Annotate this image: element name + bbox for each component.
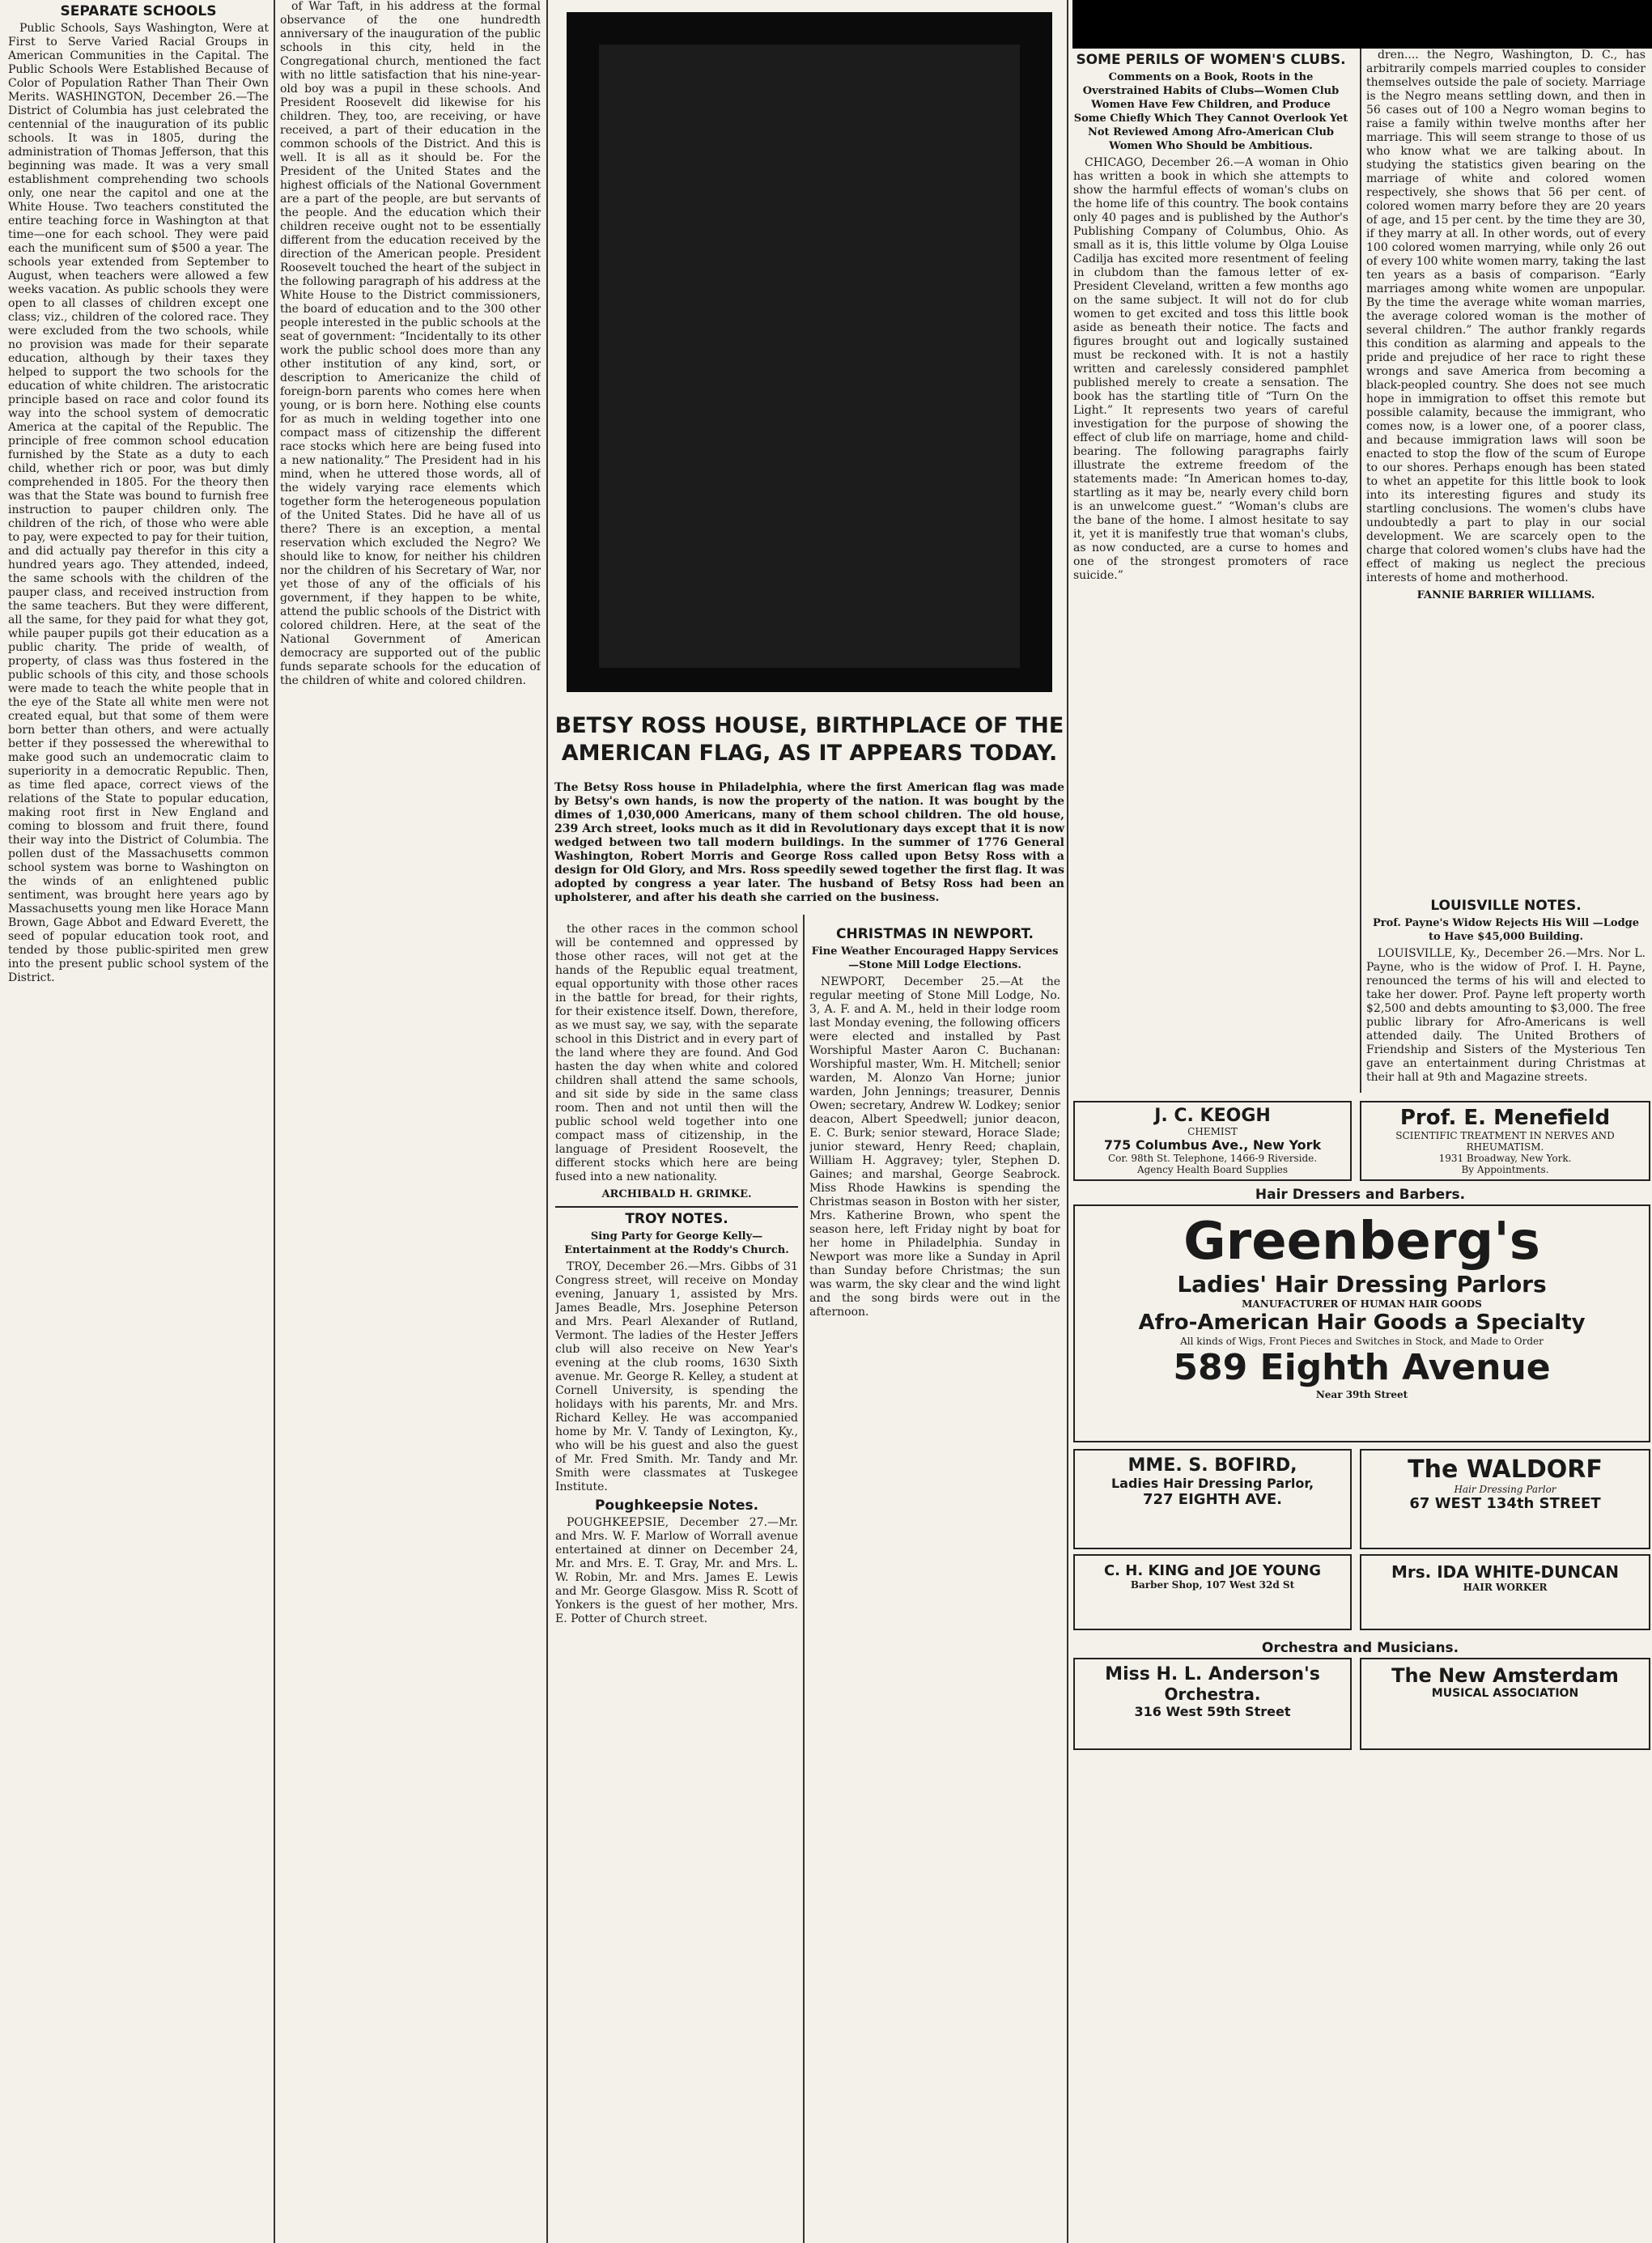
section-label: Hair Dressers and Barbers. (1255, 1187, 1466, 1203)
top-black-bar (1072, 0, 1652, 49)
ad-subtitle: MUSICAL ASSOCIATION (1431, 1687, 1579, 1700)
article-heading: SOME PERILS OF WOMEN'S CLUBS. (1076, 52, 1346, 68)
ad-subtitle: Orchestra. (1164, 1684, 1261, 1704)
ad-specialty: Afro-American Hair Goods a Specialty (1138, 1311, 1586, 1335)
ad-address: 67 WEST 134th STREET (1409, 1495, 1601, 1512)
ad-address: 1931 Broadway, New York. (1438, 1153, 1572, 1164)
ad-name: MME. S. BOFIRD, (1128, 1455, 1297, 1476)
ad-address: 316 West 59th Street (1134, 1704, 1291, 1719)
column-divider (1067, 0, 1068, 2243)
section-label: Orchestra and Musicians. (1261, 1640, 1459, 1656)
ad-name: The WALDORF (1408, 1455, 1603, 1484)
article-body: Public Schools, Says Washington, Were at First to Serve Varied Racial Groups in American Communities in the Capital. The Public Schools Were Established Because of Color of Population Rather Than Their Own Merits. WASHINGTON, December 26.—The District of Columbia has just celebrated the centennial of the inauguration of its public schools. It was in 1805, during the administration of Thomas Jefferson, that this beginning was made. It was a very small establishment comprehending two schools only, one near the capitol and one at the White House. Two teachers constituted the entire teaching force in Washington at that time—one for each school. They were paid each the munificent sum of $500 a year. The schools year extended from September to August, when teachers were allowed a few weeks vacation. As public schools they were open to all classes of children except one class; viz., children of the colored race. They were excluded from the two schools, while no provision was made for their separate education, although by their taxes they helped to support the two schools for the education of white children. The aristocratic principle based on race and color found its way into the school system of democratic America at the capital of the Republic. The principle of free common school education furnished by the State as a duty to each child, whether rich or poor, was but dimly comprehended in 1805. For the theory then was that the State was bound to furnish free instruction to pauper children only. The children of the rich, of those who were able to pay, were expected to pay for their tuition, and did actually pay therefor in this city a hundred years ago. They attended, indeed, the same schools with the children of the pauper class, and received instruction from the same teachers. But they were different, all the same, for they paid for what they got, while pauper pupils got their education as a public charity. The pride of wealth, of property, of class was thus fostered in the public schools of this city, and those schools were made to teach the white people that in the eye of the State all white men were not created equal, but that some of them were born better than others, and were actually better if they possessed the wherewithal to make good such an undemocratic claim to superiority in a democratic Republic. Then, as time fled apace, correct views of the relations of the State to popular education, making root first in New England and coming to blossom and fruit there, found their way into the District of Columbia. The pollen dust of the Massachusetts common school system was borne to Washington on the winds of an enlightened public sentiment, was brought here years ago by Massachusetts young men like Horace Mann Brown, Gage Abbot and Edward Everett, the seed of popular education took root, and tended by those public-spirited men grew into the present public school system of the District. (8, 22, 269, 984)
article-heading: CHRISTMAS IN NEWPORT. (836, 926, 1034, 942)
ad-name: Prof. E. Menefield (1399, 1106, 1611, 1130)
anderson-ad (1073, 1658, 1352, 1750)
waldorf-ad (1360, 1449, 1650, 1549)
byline: FANNIE BARRIER WILLIAMS. (1416, 589, 1595, 601)
ad-address: 727 EIGHTH AVE. (1142, 1491, 1283, 1508)
column-divider (546, 0, 548, 2243)
ad-name: Mrs. IDA WHITE-DUNCAN (1391, 1562, 1620, 1582)
duncan-ad (1360, 1554, 1650, 1630)
ad-name: Miss H. L. Anderson's (1105, 1664, 1320, 1684)
menefield-ad (1360, 1101, 1650, 1181)
article-body: LOUISVILLE, Ky., December 26.—Mrs. Nor L. Payne, who is the widow of Prof. I. H. Payne, renounced the terms of his will and elected to take her dower. Prof. Payne left property worth $2,500 and debts amounting to $3,000. The free public library for Afro-Americans is well attended daily. The United Brothers of Friendship and Sisters of the Mysterious Ten gave an entertainment during Christmas at their hall at 9th and Magazine streets. (1366, 947, 1646, 1084)
column-2 (280, 0, 541, 2234)
column-divider (803, 915, 805, 2243)
ad-stock: All kinds of Wigs, Front Pieces and Switches in Stock, and Made to Order (1180, 1336, 1544, 1347)
ad-title: CHEMIST (1187, 1126, 1238, 1137)
article-heading: SEPARATE SCHOOLS (60, 3, 217, 19)
article-body: the other races in the common school will be contemned and oppressed by those other races, will not get at the hands of the Republic equal treatment, equal opportunity with those other races in the battle for bread, for their rights, for their existence itself. Down, therefore, as we must say, we say, with the separate school in this District and in every part of the land where they are found. And God hasten the day when white and colored children shall attend the same schools, and sit side by side in the same class room. Then and not until then will the public school weld together into one compact mass of citizenship, in the language of President Roosevelt, the different stocks which here are being fused into a new nationality. (555, 923, 798, 1183)
article-subheading: Prof. Payne's Widow Rejects His Will —Lodge to Have $45,000 Building. (1372, 917, 1640, 943)
article-heading: LOUISVILLE NOTES. (1430, 898, 1582, 914)
ad-subtitle: SCIENTIFIC TREATMENT IN NERVES AND RHEUMATISM. (1395, 1130, 1615, 1153)
ad-near: Near 39th Street (1315, 1389, 1408, 1400)
photo-caption: BETSY ROSS HOUSE, BIRTHPLACE OF THE AMERICAN FLAG, AS IT APPEARS TODAY. (554, 713, 1064, 766)
ad-agency: Agency Health Board Supplies (1136, 1164, 1289, 1175)
king-ad (1073, 1554, 1352, 1630)
column-divider (274, 0, 275, 2243)
ad-name: C. H. KING and JOE YOUNG (1103, 1562, 1322, 1579)
column-4 (809, 923, 1060, 2234)
article-body: dren.... the Negro, Washington, D. C., has arbitrarily compels married couples to consider themselves outside the pale of society. Marriage is the Negro means settling down, and then in 56 cases out of 100 a Negro woman begins to raise a family within twelve months after her marriage. This will seem strange to those of us who know what we are talking about. In studying the statistics given bearing on the marriage of white and colored women respectively, she shows that 56 per cent. of colored women marry before they are 20 years of age, and 15 per cent. by the time they are 30, if they marry at all. In other words, out of every 100 colored women marrying, while only 26 out of every 100 white women marry, taking the last ten years as a basis of comparison. “Early marriages among white women are unpopular. By the time the average white woman marries, the average colored woman is the mother of several children.” The author frankly regards this condition as alarming and appeals to the pride and prejudice of her race to right these wrongs and save America from becoming a black-peopled country. She does not see much hope in immigration to offset this remote but possible calamity, because the immigrant, who comes now, is a lower one, of a poorer class, and because immigration laws will soon be enacted to stop the flow of the scum of Europe to our shores. Perhaps enough has been stated to whet an appetite for this little book to look into its interesting figures and study its startling conclusions. The women's clubs have undoubtedly a part to play in our social development. We are scarcely open to the charge that colored women's clubs have had the effect of making us neglect the precious interests of home and motherhood. (1366, 49, 1646, 584)
column-5 (1073, 49, 1348, 1093)
ad-subtitle: HAIR WORKER (1463, 1582, 1548, 1593)
article-body: NEWPORT, December 25.—At the regular meeting of Stone Mill Lodge, No. 3, A. F. and A. M., held in their lodge room last Monday evening, the following officers were elected and installed by Past Worshipful Master Aaron C. Buchanan: Worshipful master, Wm. H. Mitchell; senior warden, M. Alonzo Van Horne; junior warden, John Jennings; treasurer, Dennis Owen; secretary, Andrew W. Lodkey; senior deacon, Albert Speedwell; junior deacon, E. C. Burk; senior steward, Horace Slade; junior steward, Henry Reed; chaplain, William H. Aggravey; tyler, Stephen D. Gaines; and marshal, George Seabrock. Miss Rhode Hawkins is spending the Christmas season in Boston with her sister, Mrs. Katherine Brown, who spent the season here, left Friday night by boat for her home in Philadelphia. Sunday in Newport was more like a Sunday in April than Sunday before Christmas; the sun was warm, the sky clear and the wind light and the song birds were out in the afternoon. (809, 975, 1060, 1319)
article-subheading: Sing Party for George Kelly—Entertainment at the Roddy's Church. (564, 1230, 789, 1256)
greenberg-ad (1073, 1204, 1650, 1442)
bofird-ad (1073, 1449, 1352, 1549)
article-body: of War Taft, in his address at the formal observance of the one hundredth anniversary of the inauguration of the public schools in this city, held in the Congregational church, mentioned the fact with no little satisfaction that his nine-year-old boy was a pupil in these schools. And President Roosevelt did likewise for his children. They, too, are receiving, or have received, a part of their education in the common schools of the District. And this is well. It is all as it should be. For the President of the United States and the highest officials of the National Government are a part of the people, are but servants of the people. And the education which their children receive ought not to be essentially different from the education received by the direction of the American people. President Roosevelt touched the heart of the subject in the following paragraph of his address at the White House to the District commissioners, the board of education and to the 300 other people interested in the public schools at the seat of government: “Incidentally to its other work the public school does more than any other institution of any kind, sort, or description to Americanize the child of foreign-born parents who comes here when young, or is born here. Nothing else counts for as much in welding together into one compact mass of citizenship the different race stocks which here are being fused into a new nationality.” The President had in his mind, when he uttered those words, all of the widely varying race elements which together form the heterogeneous population of the United States. Did he have all of us there? There is an exception, a mental reservation which excluded the Negro? We should like to know, for neither his children nor the children of his Secretary of War, nor yet those of any of the officials of his government, if they happen to be white, attend the public schools of the District with colored children. Here, at the seat of the National Government of American democracy are supported out of the public funds separate schools for the education of the children of white and colored children. (280, 0, 541, 687)
ad-mfg: MANUFACTURER OF HUMAN HAIR GOODS (1242, 1298, 1482, 1310)
ad-subtitle: Ladies Hair Dressing Parlor, (1111, 1476, 1314, 1491)
divider (555, 1206, 798, 1208)
ad-name: J. C. KEOGH (1154, 1106, 1271, 1126)
ad-appointments: By Appointments. (1461, 1164, 1549, 1175)
betsy-ross-photo (567, 12, 1052, 692)
column-3 (555, 923, 798, 2234)
article-body: TROY, December 26.—Mrs. Gibbs of 31 Congress street, will receive on Monday evening, January 1, assisted by Mrs. James Beadle, Mrs. Josephine Peterson and Mrs. Pearl Alexander of Rutland, Vermont. The ladies of the Hester Jeffers club will also receive on New Year's evening at the club rooms, 1630 Sixth avenue. Mr. George R. Kelley, a student at Cornell University, is spending the holidays with his parents, Mr. and Mrs. Richard Kelley. He was accompanied home by Mr. V. Tandy of Lexington, Ky., who will be his guest and also the guest of Mr. Fred Smith. Mr. Tandy and Mr. Smith were classmates at Tuskegee Institute. (555, 1260, 798, 1493)
ad-line: Cor. 98th St. Telephone, 1466-9 Riverside. (1107, 1153, 1318, 1164)
photo-image (599, 45, 1020, 668)
column-1 (8, 0, 269, 2234)
ad-subtitle: Hair Dressing Parlor (1454, 1484, 1556, 1495)
article-heading: TROY NOTES. (625, 1211, 728, 1227)
article-body: POUGHKEEPSIE, December 27.—Mr. and Mrs. W. F. Marlow of Worrall avenue entertained at dinner on December 24, Mr. and Mrs. E. T. Gray, Mr. and Mrs. L. W. Robin, Mr. and Mrs. James E. Lewis and Mr. George Glasgow. Miss R. Scott of Yonkers is the guest of her mother, Mrs. E. Potter of Church street. (555, 1516, 798, 1625)
louisville-notes (1366, 894, 1646, 1093)
column-divider (1360, 49, 1361, 1093)
ad-address: 589 Eighth Avenue (1173, 1347, 1551, 1388)
article-subheading: Comments on a Book, Roots in the Overstrained Habits of Clubs—Women Club Women Have Few Children, and Produce Some Chiefly Which They Cannot Overlook Yet Not Reviewed Among Afro-American Club Women Who Should be Ambitious. (1073, 71, 1348, 152)
ad-name: The New Amsterdam (1391, 1664, 1619, 1687)
ad-address: 775 Columbus Ave., New York (1103, 1137, 1322, 1153)
photo-description: The Betsy Ross house in Philadelphia, where the first American flag was made by Betsy's own hands, is now the property of the nation. It was bought by the dimes of 1,030,000 Americans, many of them school children. The old house, 239 Arch street, looks much as it did in Revolutionary days except that it is now wedged between two tall modern buildings. In the summer of 1776 General Washington, Robert Morris and George Ross called upon Betsy Ross with a design for Old Glory, and Mrs. Ross speedily sewed together the first flag. It was adopted by congress a year later. The husband of Betsy Ross had been an upholsterer, and after his death she carried on the business. (554, 781, 1064, 904)
amsterdam-ad (1360, 1658, 1650, 1750)
column-6 (1366, 49, 1646, 890)
ad-subtitle: Ladies' Hair Dressing Parlors (1177, 1271, 1547, 1298)
ad-subtitle: Barber Shop, 107 West 32d St (1130, 1579, 1295, 1591)
article-subheading: Fine Weather Encouraged Happy Services—Stone Mill Lodge Elections. (811, 945, 1059, 971)
ad-name: Greenberg's (1183, 1212, 1540, 1272)
article-body: CHICAGO, December 26.—A woman in Ohio has written a book in which she attempts to show the harmful effects of woman's clubs on the home life of this country. The book contains only 40 pages and is published by the Author's Publishing Company of Columbus, Ohio. As small as it is, this little volume by Olga Louise Cadilja has excited more resentment of feeling in clubdom than the famous letter of ex-President Cleveland, written a few months ago on the same subject. It will not do for club women to get excited and toss this little book aside as beneath their notice. The facts and figures brought out and logically sustained must be reckoned with. It is not a hastily written and carelessly considered pamphlet published merely to create a sensation. The book has the startling title of “Turn On the Light.” It represents two years of careful investigation for the purpose of showing the effect of club life on marriage, home and child-bearing. The following paragraphs fairly illustrate the extreme freedom of the statements made: “In American homes to-day, startling as it may be, nearly every child born is an unwelcome guest.” “Woman's clubs are the bane of the home. I almost hesitate to say it, yet it is manifestly true that woman's clubs, as now conducted, are a curse to homes and one of the strongest promoters of race suicide.” (1073, 156, 1348, 582)
keogh-ad (1073, 1101, 1352, 1181)
byline: ARCHIBALD H. GRIMKE. (601, 1188, 752, 1200)
article-heading: Poughkeepsie Notes. (594, 1497, 759, 1514)
